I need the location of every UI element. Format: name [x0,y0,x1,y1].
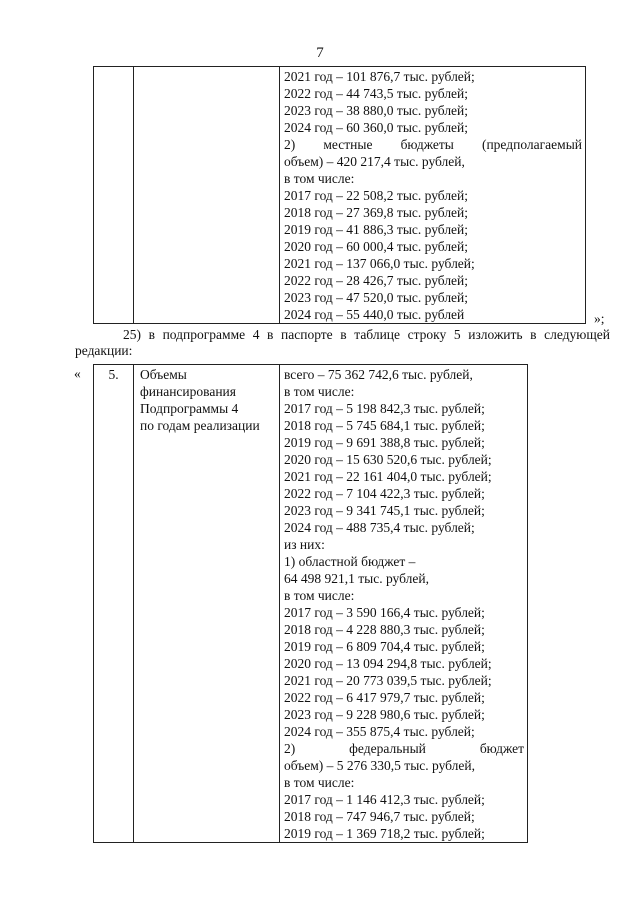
closing-quote-mark: »; [594,311,605,326]
text-line: 2022 год – 44 743,5 тыс. рублей; [284,86,469,101]
text-line: объем) – 5 276 330,5 тыс. рублей, [284,758,476,773]
text-line: 2023 год – 47 520,0 тыс. рублей; [284,290,469,305]
text-line: 2017 год – 5 198 842,3 тыс. рублей; [284,401,485,416]
table-row [94,365,528,843]
row-name-cell [134,365,280,843]
text-line: 2019 год – 41 886,3 тыс. рублей; [284,222,469,237]
text-line: 2021 год – 20 773 039,5 тыс. рублей; [284,673,492,688]
text-line: 2018 год – 4 228 880,3 тыс. рублей; [284,622,485,637]
opening-quote-mark: « [74,366,81,381]
text-line: в том числе: [284,775,355,790]
text-line: 2017 год – 3 590 166,4 тыс. рублей; [284,605,485,620]
text-line: 2020 год – 15 630 520,6 тыс. рублей; [284,452,492,467]
text-line: в том числе: [284,171,355,186]
text-line: 2018 год – 747 946,7 тыс. рублей; [284,809,475,824]
text-line: 2020 год – 60 000,4 тыс. рублей; [284,239,469,254]
page-number: 7 [316,45,324,61]
text-line: 2018 год – 5 745 684,1 тыс. рублей; [284,418,485,433]
text-line: 64 498 921,1 тыс. рублей, [284,571,429,586]
funding-lines [280,67,585,323]
text-line: 2021 год – 22 161 404,0 тыс. рублей; [284,469,492,484]
funding-table-subprogram-4 [93,364,528,843]
text-line: 2024 год – 60 360,0 тыс. рублей; [284,120,469,135]
text-line: Объемы [140,367,187,382]
row-value-cell [280,365,528,843]
row-value-cell [280,67,586,324]
text-line: 2) федеральный бюджет [284,741,524,756]
text-line: 2017 год – 1 146 412,3 тыс. рублей; [284,792,485,807]
text-line: 2018 год – 27 369,8 тыс. рублей; [284,205,469,220]
funding-lines [280,365,527,842]
text-line: финансирования [140,384,236,399]
text-line: всего – 75 362 742,6 тыс. рублей, [284,367,473,382]
text-line: 2022 год – 7 104 422,3 тыс. рублей; [284,486,485,501]
text-line: Подпрограммы 4 [140,401,239,416]
text-line: из них: [284,537,325,552]
text-line: 2023 год – 38 880,0 тыс. рублей; [284,103,469,118]
text-line: 2021 год – 137 066,0 тыс. рублей; [284,256,475,271]
text-line: 2017 год – 22 508,2 тыс. рублей; [284,188,469,203]
text-line: 2023 год – 9 228 980,6 тыс. рублей; [284,707,485,722]
text-line: в том числе: [284,588,355,603]
text-line: 2022 год – 28 426,7 тыс. рублей; [284,273,469,288]
text-line: 2020 год – 13 094 294,8 тыс. рублей; [284,656,492,671]
row-name-cell [134,67,280,324]
text-line: объем) – 420 217,4 тыс. рублей, [284,154,465,169]
text-line: 2019 год – 9 691 388,8 тыс. рублей; [284,435,485,450]
text-line: 2023 год – 9 341 745,1 тыс. рублей; [284,503,485,518]
text-line: 2019 год – 6 809 704,4 тыс. рублей; [284,639,485,654]
text-line: 2021 год – 101 876,7 тыс. рублей; [284,69,475,84]
text-line: 2024 год – 355 875,4 тыс. рублей; [284,724,475,739]
row-number-cell [94,365,134,843]
row-number: 5. [108,367,119,382]
text-line: 1) областной бюджет – [284,554,416,569]
text-line: 2) местные бюджеты (предполагаемый [284,137,582,152]
text-line: 2024 год – 55 440,0 тыс. рублей [284,307,465,322]
table-row [94,67,586,324]
paragraph-line: 25) в подпрограмме 4 в паспорте в таблице строку 5 изложить в следующей [123,327,610,342]
text-line: 2022 год – 6 417 979,7 тыс. рублей; [284,690,485,705]
text-line: по годам реализации [140,418,260,433]
amendment-paragraph [75,327,610,359]
row-name [134,365,279,434]
text-line: 2019 год – 1 369 718,2 тыс. рублей; [284,826,485,841]
text-line: в том числе: [284,384,355,399]
text-line: 2024 год – 488 735,4 тыс. рублей; [284,520,475,535]
paragraph-line: редакции: [75,343,133,358]
row-number-cell [94,67,134,324]
funding-table-continued [93,66,586,324]
